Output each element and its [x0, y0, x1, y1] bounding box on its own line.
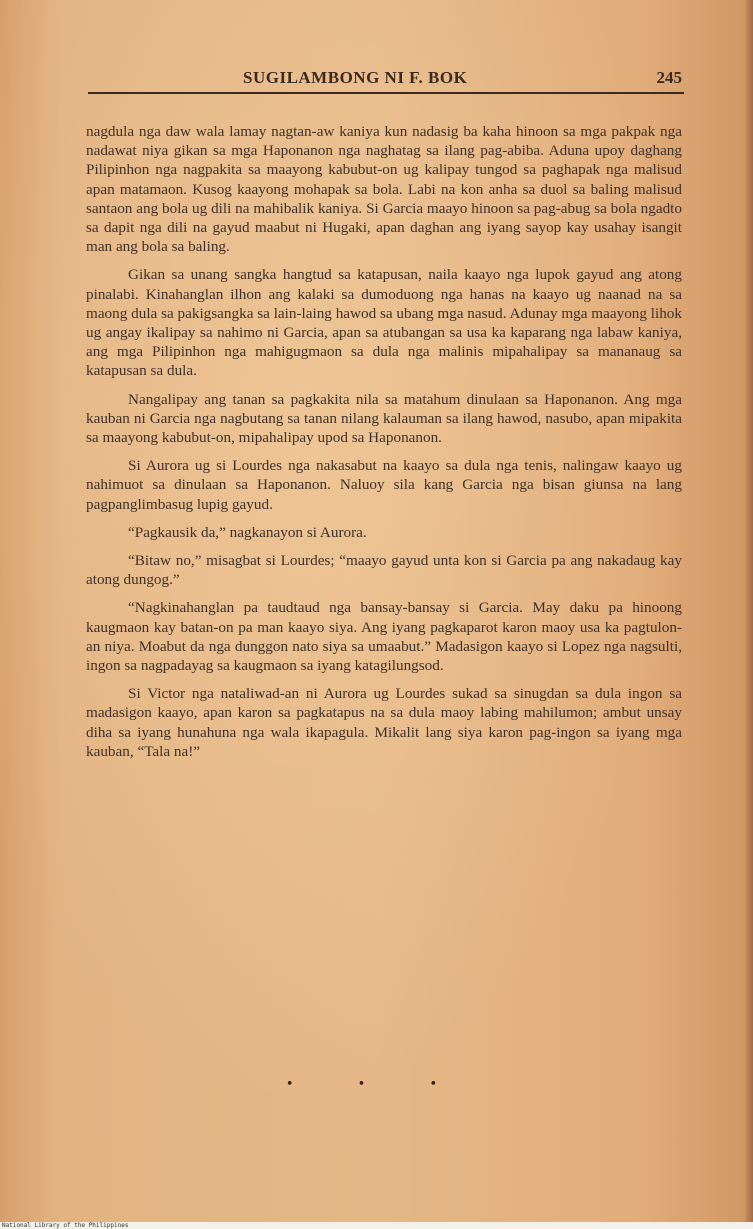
- footer-strip: [0, 1222, 753, 1229]
- paragraph: Nangalipay ang tanan sa pagkakita nila sa matahum dinulaan sa Haponanon. Ang mga kauban ni Garcia nga nagbutang sa tanan nilang kalauman sa ilang hawod, nasubo, apan mipakita sa maayong kabubut-on, mipahalipay upod sa Haponanon.: [86, 390, 682, 447]
- page-edge: [745, 0, 753, 1222]
- paragraph: Gikan sa unang sangka hangtud sa katapusan, naila kaayo nga lupok gayud ang atong pinalabi. Kinahanglan ilhon ang kalaki sa dumoduong nga hanas na kaayo ug naanad na sa maong dula sa pakigsangka sa lain-laing hawod sa ubang mga nasud. Adunay mga maayong lihok ug angay ikalipay sa nahimo ni Garcia, apan sa atubangan sa usa ka kaparang nga labaw kaniya, ang mga Pilipinhon nga mahigugmaon sa dula nga malinis mipahalipay sa mananaug sa katapusan sa dula.: [86, 266, 682, 380]
- page-header: [88, 62, 684, 94]
- body-text: [86, 122, 682, 770]
- paragraph: “Bitaw no,” misagbat si Lourdes; “maayo gayud unta kon si Garcia pa ang nakadaug kay atong dungog.”: [86, 552, 682, 589]
- running-title: SUGILAMBONG NI F. BOK: [243, 68, 468, 87]
- library-credit: National Library of the Philippines: [2, 1222, 129, 1229]
- paragraph: Si Aurora ug si Lourdes nga nakasabut na kaayo sa dula nga tenis, nalingaw kaayo ug nahimuot sa dinulaan sa Haponanon. Naluoy sila kang Garcia nga bisan giunsa na lang pagpanglimbasug lupig gayud.: [86, 457, 682, 513]
- paragraph: nagdula nga daw wala lamay nagtan-aw kaniya kun nadasig ba kaha hinoon sa mga pakpak nga nadawat niya gikan sa mga Haponanon nga naghatag sa ilang pag-abiba. Aduna upoy daghang Pilipinhon nga nagpakita sa maayong kabubut-on ug kalipay tungod sa paghapak nga malisud apan matamaon. Kusog kaayong mohapak sa bola. Labi na kon anha sa duol sa baling malisud santaon ang bola ug dili na mahibalik kaniya. Si Garcia maayo hinoon sa pag-abug sa bola ngadto sa dapit nga dili na gayud maabut ni Hugaki, apan daghan ang iyang sayop kay usahay isangit man ang bola sa baling.: [86, 123, 682, 256]
- paragraph: Si Victor nga nataliwad-an ni Aurora ug Lourdes sukad sa sinugdan sa dula ingon sa madasigon kaayo, apan karon sa pagkatapus na sa dula maoy labing mahilumon; ambut unsay diha sa iyang hunahuna nga wala ikapagula. Mikalit lang siya karon pag-ingon sa iyang mga kauban, “Tala na!”: [86, 685, 682, 760]
- section-ornament: • • •: [285, 1077, 468, 1092]
- paragraph: “Nagkinahanglan pa taudtaud nga bansay-bansay si Garcia. May daku pa hinoong kaugmaon kay batan-on pa man kaayo siya. Ang iyang pagkaparot karon maoy usa ka pagtulon-an niya. Moabut da nga dunggon nato siya sa umaabut.” Madasigon kaayo si Lopez nga nagsulti, ingon sa nagpadayag sa kaugmaon sa iyang katagilungsod.: [86, 599, 682, 675]
- paragraph: “Pagkausik da,” nagkanayon si Aurora.: [128, 523, 367, 541]
- page-number: 245: [656, 68, 682, 87]
